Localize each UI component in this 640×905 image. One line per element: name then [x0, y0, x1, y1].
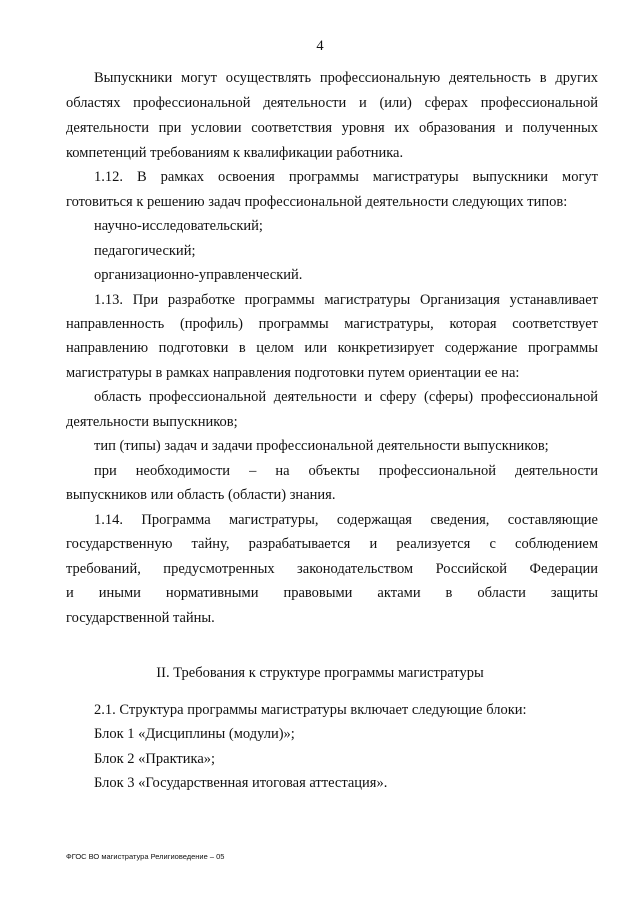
text-line: направленность (профиль) программы магистратуры, которая соответствует: [66, 316, 598, 332]
text-line: 1.14. Программа магистратуры, содержащая сведения, составляющие: [94, 512, 598, 528]
page-footer: ФГОС ВО магистратура Религиоведение – 05: [66, 852, 225, 861]
text-line: 1.13. При разработке программы магистратуры Организация устанавливает: [94, 292, 598, 308]
text-line: Выпускники могут осуществлять профессиональную деятельность в других: [94, 70, 598, 86]
text-line: 1.12. В рамках освоения программы магистратуры выпускники могут: [94, 169, 598, 185]
text-line: готовиться к решению задач профессиональной деятельности следующих типов:: [66, 194, 568, 210]
text-line: компетенций требованиям к квалификации работника.: [66, 145, 404, 161]
text-line: областях профессиональной деятельности и (или) сферах профессиональной: [66, 95, 598, 111]
text-line: тип (типы) задач и задачи профессиональной деятельности выпускников;: [94, 438, 549, 454]
text-line: магистратуры в рамках направления подготовки путем ориентации ее на:: [66, 365, 520, 381]
text-line: организационно-управленческий.: [94, 267, 303, 283]
text-line: деятельности при условии соответствия уровня их образования и полученных: [66, 120, 598, 136]
text-line: педагогический;: [94, 243, 196, 259]
text-line: деятельности выпускников;: [66, 414, 238, 430]
text-line: Блок 2 «Практика»;: [94, 751, 216, 767]
text-line: государственной тайны.: [66, 610, 215, 626]
text-line: область профессиональной деятельности и сферу (сферы) профессиональной: [94, 389, 598, 405]
page-number: 4: [316, 38, 324, 54]
text-line: и иными нормативными правовыми актами в области защиты: [66, 585, 598, 601]
text-line: при необходимости – на объекты профессиональной деятельности: [94, 463, 598, 479]
text-line: научно-исследовательский;: [94, 218, 263, 234]
text-line: требований, предусмотренных законодательством Российской Федерации: [66, 561, 598, 577]
text-line: государственную тайну, разрабатывается и реализуется с соблюдением: [66, 536, 598, 552]
text-line: направлению подготовки в целом или конкретизирует содержание программы: [66, 340, 598, 356]
text-line: Блок 1 «Дисциплины (модули)»;: [94, 726, 295, 742]
text-line: 2.1. Структура программы магистратуры включает следующие блоки:: [94, 702, 527, 718]
section-heading: II. Требования к структуре программы магистратуры: [156, 665, 484, 681]
text-line: выпускников или область (области) знания.: [66, 487, 336, 503]
text-line: Блок 3 «Государственная итоговая аттестация».: [94, 775, 388, 791]
